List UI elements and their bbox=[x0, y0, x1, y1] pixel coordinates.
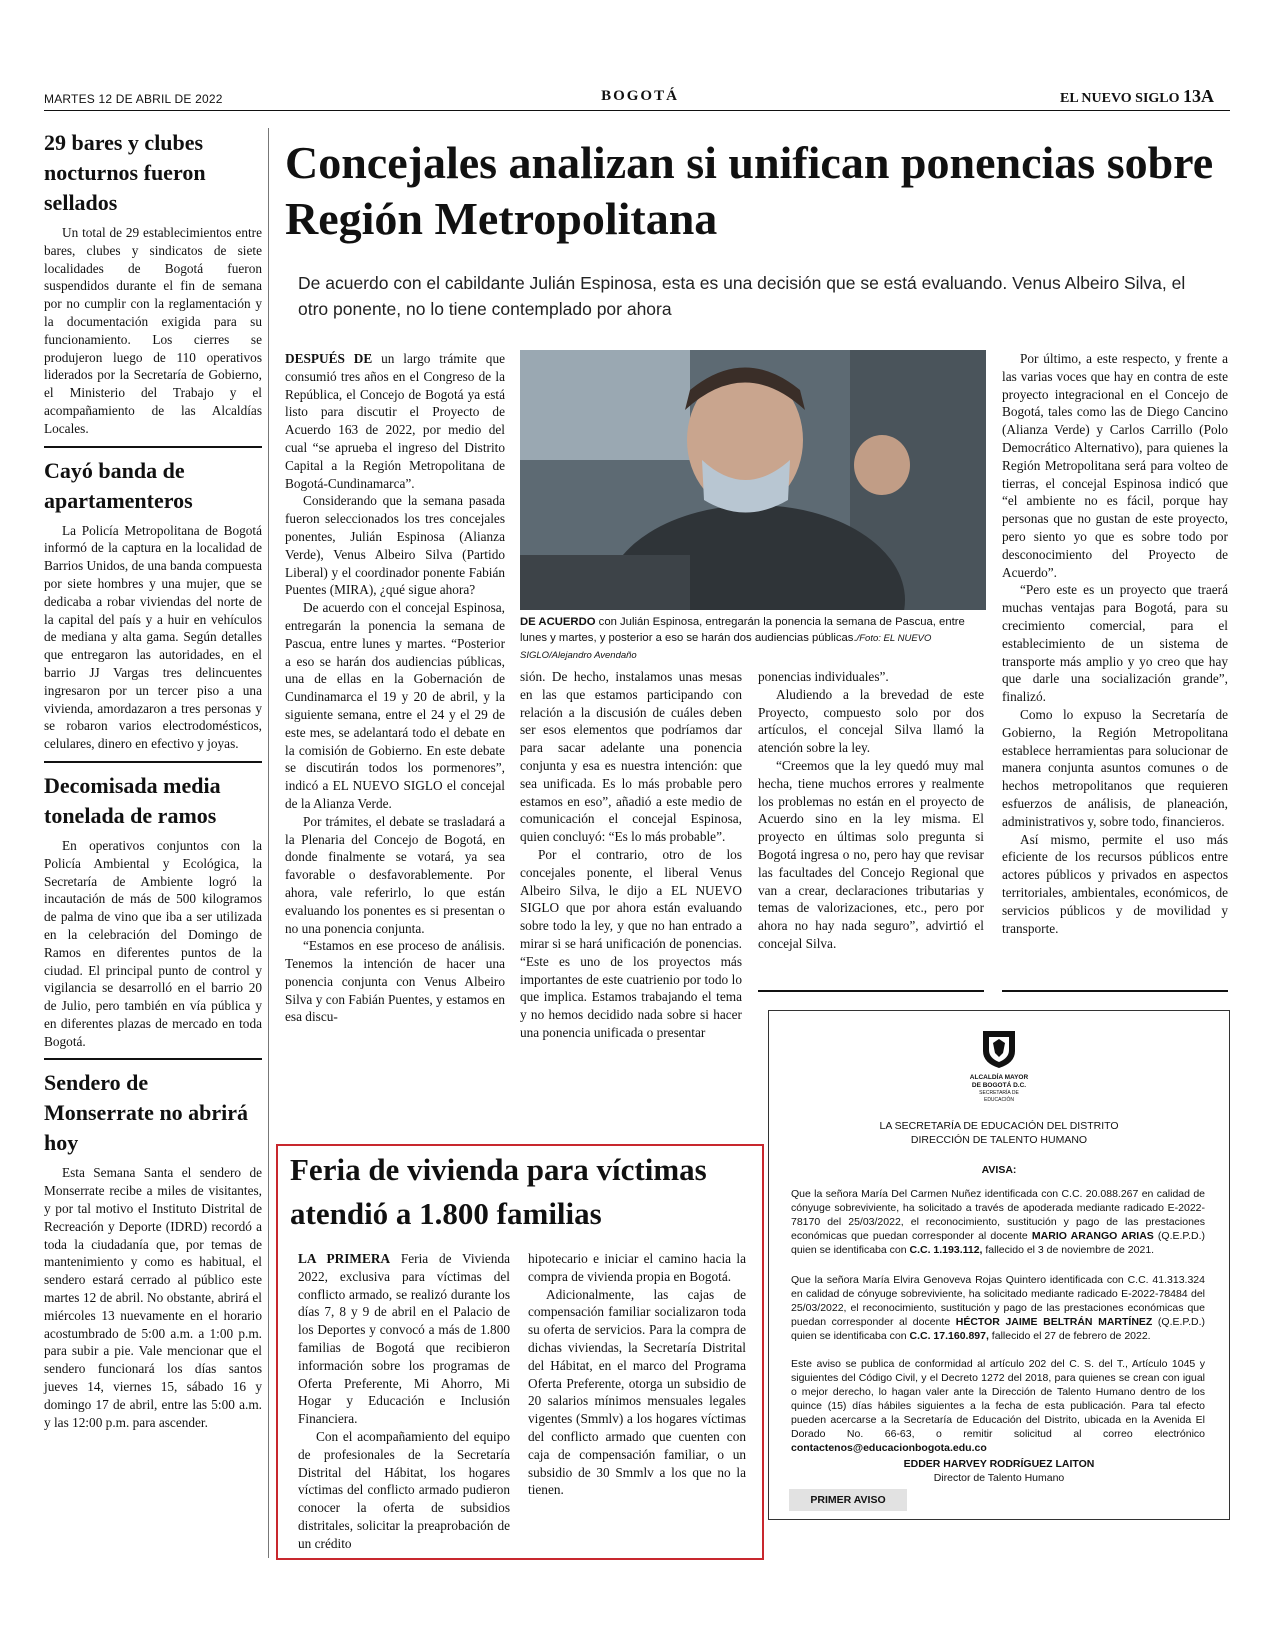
brief-ramos bbox=[44, 771, 262, 1051]
notice-avisa: AVISA: bbox=[981, 1164, 1017, 1176]
article-paragraph: De acuerdo con el concejal Espinosa, entregarán la ponencia la semana de Pascua, entre lunes y martes. “Posterior a eso se harán dos audiencias públicas, una de ellas en la Gobernación de Cundinamarca el 19 y 20 de abril, y la siguiente semana, entre el 24 y el 29 de este mes, se adelantará todo el debate en la comisión de Gobierno. En este debate se discutirán todos los pormenores”, indicó a EL NUEVO SIGLO el concejal de la Alianza Verde. bbox=[285, 600, 505, 811]
article-paragraph: ponencias individuales”. bbox=[758, 669, 889, 684]
article-paragraph: Aludiendo a la brevedad de este Proyecto, compuesto solo por dos artículos, el concejal Silva llamó la atención sobre la ley. bbox=[758, 686, 984, 756]
brief-divider bbox=[44, 761, 262, 763]
article-column-4 bbox=[1002, 350, 1228, 937]
sidebar-divider bbox=[268, 128, 269, 1558]
feria-lead: LA PRIMERA bbox=[298, 1251, 391, 1266]
header-date: MARTES 12 DE ABRIL DE 2022 bbox=[44, 92, 223, 106]
notice-signer: EDDER HARVEY RODRÍGUEZ LAITON bbox=[903, 1458, 1095, 1470]
article-paragraph: “Creemos que la ley quedó muy mal hecha, tiene muchos errores y realmente los problemas no están en el proyecto de Acuerdo sino en la ley misma. El proyecto en últimas solo pregunta si Bogotá ingresa o no, pero hay que revisar las facultades del Concejo Regional que van a crear, declaraciones tributarias y temas de valorizaciones, etc., pero por ahora no hay nada seguro”, advirtió el concejal Silva. bbox=[758, 757, 984, 951]
article-paragraph: Como lo expuso la Secretaría de Gobierno, la Región Metropolitana establece herramientas para solucionar de manera conjunta asuntos comunes o de hechos metropolitanos que requieren esfuerzos de análisis, de planeación, administrativos y, sobre todo, financieros. bbox=[1002, 706, 1228, 829]
brief-title: Decomisada media tonelada de ramos bbox=[44, 772, 221, 828]
coat-of-arms-icon bbox=[977, 1029, 1021, 1069]
feria-paragraph: hipotecario e iniciar el camino hacia la compra de vivienda propia en Bogotá. bbox=[528, 1251, 746, 1284]
article-column-1 bbox=[285, 350, 505, 1026]
official-notice bbox=[768, 1010, 1230, 1520]
brief-body: Esta Semana Santa el sendero de Monserrate recibe a miles de visitantes, y por tal motivo el Instituto Distrital de Recreación y Deporte (IDRD) recordó a toda la ciudadanía que, por temas de mantenimiento y como es habitual, el sendero estará cerrado al público este martes 12 de abril. No obstante, abrirá el miércoles 13 nuevamente en el horario acostumbrado de 5:00 a.m. a 1:00 p.m. para subir a pie. Vale mencionar que el sendero funcionará los días santos jueves 14, viernes 15, sábado 16 y domingo 17 de abril, entre las 5:00 a.m. y las 12:00 p.m. para ascender. bbox=[44, 1165, 262, 1430]
article-paragraph: Por último, a este respecto, y frente a las varias voces que hay en contra de este proyecto integracional en el Concejo de Bogotá, tales como las de Diego Cancino (Alianza Verde) y Carlos Carrillo (Polo Democrático Alternativo), para quienes la Región Metropolitana será para volteo de tierras, el concejal Espinosa indicó que “el ambiente no es fácil, porque hay personas que no gustan de este proyecto, pero siento yo que es sobre todo por desconocimiento del Proyecto de Acuerdo”. bbox=[1002, 351, 1228, 580]
brief-monserrate bbox=[44, 1068, 262, 1431]
notice-dept: DIRECCIÓN DE TALENTO HUMANO bbox=[910, 1134, 1088, 1146]
notice-paragraph: Este aviso se publica de conformidad al artículo 202 del C. S. del T., Artículo 1045 y siguientes del Código Civil, y el Decreto 1272 del 2018, para quienes se crean con igual o mejor derecho, lo hagan valer ante la Dirección de Talento Humano dentro de los quince (15) días hábiles siguientes a la fecha de esta publicación. Para tal efecto pueden acercarse a la Secretaría de Educación del Distrito, ubicada en la Avenida El Dorado No. 66-63, o remitir solicitud al correo electrónico contactenos@educacionbogota.edu.co bbox=[791, 1358, 1205, 1454]
article-paragraph: “Estamos en ese proceso de análisis. Tenemos la intención de hacer una ponencia conjunta con Venus Albeiro Silva y con Fabián Puentes, y estamos en esa discu- bbox=[285, 938, 505, 1025]
feria-column-1 bbox=[298, 1250, 510, 1553]
feria-paragraph: Con el acompañamiento del equipo de profesionales de la Secretaría Distrital del Hábitat, los hogares víctimas del conflicto armado pudieron conocer la oferta de subsidios distritales, solicitar la preaprobación de un crédito bbox=[298, 1428, 510, 1551]
brief-body: En operativos conjuntos con la Policía Ambiental y Ecológica, la Secretaría de Ambiente logró la incautación de más de 500 kilogramos de palma de vino que iba a ser utilizada en la celebración del Domingo de Ramos en diferentes puntos de la ciudad. El principal punto de control y vigilancia se desarrolló en el barrio 20 de Julio, pero también en vía pública y en diferentes plazas de mercado en toda Bogotá. bbox=[44, 837, 262, 1049]
feria-column-2 bbox=[528, 1250, 746, 1499]
article-headline: Concejales analizan si unifican ponencias sobre Región Metropolitana bbox=[285, 137, 1214, 244]
brief-divider bbox=[44, 1058, 262, 1060]
article-paragraph: sión. De hecho, instalamos unas mesas en las que estamos participando con relación a la discusión de cuáles deben ser esos elementos que podríamos dar para sacar adelante una ponencia conjunta y esa es nuestra intención: que sea unificada. Es lo más probable pero estamos en eso”, añadió a este medio de comunicación el concejal Espinosa, quien concluyó: “Es lo más probable”. bbox=[520, 669, 742, 845]
article-subhead: De acuerdo con el cabildante Julián Espinosa, esta es una decisión que se está evaluando. Venus Albeiro Silva, el otro ponente, no lo tiene contemplado por ahora bbox=[298, 273, 1186, 319]
photo-illustration bbox=[520, 350, 986, 610]
brief-body: La Policía Metropolitana de Bogotá informó de la captura en la localidad de Barrios Unidos, de una banda compuesta por siete hombres y una mujer, que se dedicaba a robar viviendas del norte de la capital del país y a huir en vehículos de mediana y alta gama. Según detalles que entregaron las autoridades, en el barrio JJ Vargas tres delincuentes ingresaron por un tercer piso a una vivienda, amordazaron a tres personas y se robaron varios electrodomésticos, celulares, dinero en efectivo y joyas. bbox=[44, 522, 262, 752]
logo-line: SECRETARÍA DE EDUCACIÓN bbox=[979, 1090, 1019, 1103]
article-paragraph: Por trámites, el debate se trasladará a la Plenaria del Concejo de Bogotá, en donde finalmente se votará, ya sea favorable o desfavorablemente. Por ahora, vale referirlo, lo que están evaluando los ponentes es si presentan o no una ponencia conjunta. bbox=[285, 813, 505, 936]
photo-caption: DE ACUERDO con Julián Espinosa, entregarán la ponencia la semana de Pascua, entre lunes y martes, y posterior a eso se harán dos audiencias públicas./Foto: EL NUEVO SIGLO/Alejandro Avendaño bbox=[520, 616, 965, 661]
article-photo bbox=[520, 350, 986, 610]
caption-lead: DE ACUERDO bbox=[520, 616, 596, 628]
section-name: BOGOTÁ bbox=[601, 88, 679, 104]
column-end-rule bbox=[758, 990, 984, 992]
sidebar bbox=[44, 128, 262, 1431]
feria-headline: Feria de vivienda para víctimas atendió a 1.800 familias bbox=[290, 1152, 707, 1231]
notice-tag: PRIMER AVISO bbox=[789, 1489, 907, 1511]
article-paragraph: “Pero este es un proyecto que traerá muchas ventajas para Bogotá, para su crecimiento comercial, para el establecimiento de un sistema de transporte más amplio y yo creo que hay que darle una socialización grande”, finalizó. bbox=[1002, 582, 1228, 705]
masthead bbox=[1060, 86, 1214, 107]
notice-paragraph: Que la señora María Del Carmen Nuñez identificada con C.C. 20.088.267 en calidad de cónyuge sobreviviente, ha solicitado a través de apoderada mediante radicado E-2022-78170 del 25/03/2022, el reconocimiento, sustitución y pago de las prestaciones económicas que puedan corresponder al docente MARIO ARANGO ARIAS (Q.E.P.D.) quien se identificaba con C.C. 1.193.112, fallecido el 3 de noviembre de 2021. bbox=[791, 1188, 1206, 1256]
photo-credit: /Foto: EL NUEVO SIGLO/Alejandro Avendaño bbox=[520, 633, 932, 661]
brief-title: Sendero de Monserrate no abrirá hoy bbox=[44, 1070, 249, 1156]
brief-divider bbox=[44, 446, 262, 448]
feria-paragraph: LA PRIMERA Feria de Vivienda 2022, exclusiva para víctimas del conflicto armado, se realizó durante los días 7, 8 y 9 de abril en el Palacio de los Deportes y convocó a más de 1.800 familias de Bogotá que recibieron información sobre los programas de Oferta Preferente, Mi Ahorro, Mi Hogar y Educación e Inclusión Financiera. bbox=[298, 1251, 511, 1427]
article-paragraph: Considerando que la semana pasada fueron seleccionados los tres concejales ponentes, Julián Espinosa (Alianza Verde), Venus Albeiro Silva (Partido Liberal) y el coordinador ponente Fabián Puentes (MIRA), ¿qué sigue ahora? bbox=[285, 493, 505, 598]
alcaldia-logo bbox=[969, 1029, 1029, 1104]
column-end-rule bbox=[1002, 990, 1228, 992]
article-paragraph: Por el contrario, otro de los concejales ponente, el liberal Venus Albeiro Silva, le dijo a EL NUEVO SIGLO que por ahora están evaluando sobre todo la ley, y que no han entrado a mirar si se hará unificación de ponencias. “Este es uno de los proyectos más importantes de este cuatrienio por todo lo que implica. Estamos trabajando el tema y no hemos decidido nada sobre si hacer una ponencia unificada o presentar bbox=[520, 846, 742, 1040]
header-rule bbox=[44, 110, 1230, 111]
brief-bars bbox=[44, 128, 262, 438]
notice-paragraph: Que la señora María Elvira Genoveva Rojas Quintero identificada con C.C. 41.313.324 en calidad de cónyuge sobreviviente, ha solicitado mediante radicado E-2022-78484 del 25/03/2022, el reconocimiento, sustitución y pago de las prestaciones económicas que puedan corresponder al docente HÉCTOR JAIME BELTRÁN MARTÍNEZ (Q.E.P.D.) quien se identificaba con C.C. 17.160.897, fallecido el 27 de febrero de 2022. bbox=[791, 1274, 1205, 1342]
article-column-3 bbox=[758, 668, 984, 953]
brief-banda bbox=[44, 456, 262, 753]
brand-name: EL NUEVO SIGLO bbox=[1060, 91, 1180, 106]
logo-line: DE BOGOTÁ D.C. bbox=[971, 1082, 1027, 1089]
brief-title: Cayó banda de apartamenteros bbox=[44, 457, 193, 513]
article-paragraph: DESPUÉS DE un largo trámite que consumió tres años en el Congreso de la República, el Concejo de Bogotá ya está listo para discutir el Proyecto de Acuerdo 163 de 2022, por medio del cual “se aprueba el ingreso del Distrito Capital a la Región Metropolitana de Bogotá-Cundinamarca”. bbox=[285, 351, 505, 491]
feria-paragraph: Adicionalmente, las cajas de compensación familiar socializaron toda su oferta de servicios. Para la compra de dichas viviendas, la Secretaría Distrital del Hábitat, en el marco del Programa Oferta Preferente, otorga un subsidio de 20 salarios mínimos mensuales legales vigentes (Smmlv) a los hogares víctimas del conflicto armado que cuenten con caja de compensación familiar, o un subsidio de 30 Smmlv a los que no la tienen. bbox=[528, 1286, 746, 1498]
notice-signer-title: Director de Talento Humano bbox=[933, 1472, 1065, 1484]
brief-body: Un total de 29 establecimientos entre bares, clubes y sindicatos de siete localidades de Bogotá fueron suspendidos durante el fin de semana por no cumplir con la reglamentación y la documentación exigida para su funcionamiento. Los cierres se produjeron luego de 110 operativos liderados por la Secretaría de Gobierno, el Ministerio del Trabajo y el acompañamiento de las Alcaldías Locales. bbox=[44, 225, 262, 436]
logo-line: ALCALDÍA MAYOR bbox=[969, 1074, 1029, 1081]
page-number: 13A bbox=[1183, 86, 1215, 106]
notice-org: LA SECRETARÍA DE EDUCACIÓN DEL DISTRITO bbox=[879, 1120, 1119, 1132]
article-column-2 bbox=[520, 668, 742, 1042]
article-paragraph: Así mismo, permite el uso más eficiente de los recursos públicos entre actores públicos y privados en aspectos territoriales, ambientales, económicos, de servicios públicos y de movilidad y transporte. bbox=[1002, 831, 1228, 936]
brief-title: 29 bares y clubes nocturnos fueron sellados bbox=[44, 130, 206, 215]
article-lead: DESPUÉS DE bbox=[285, 351, 373, 366]
